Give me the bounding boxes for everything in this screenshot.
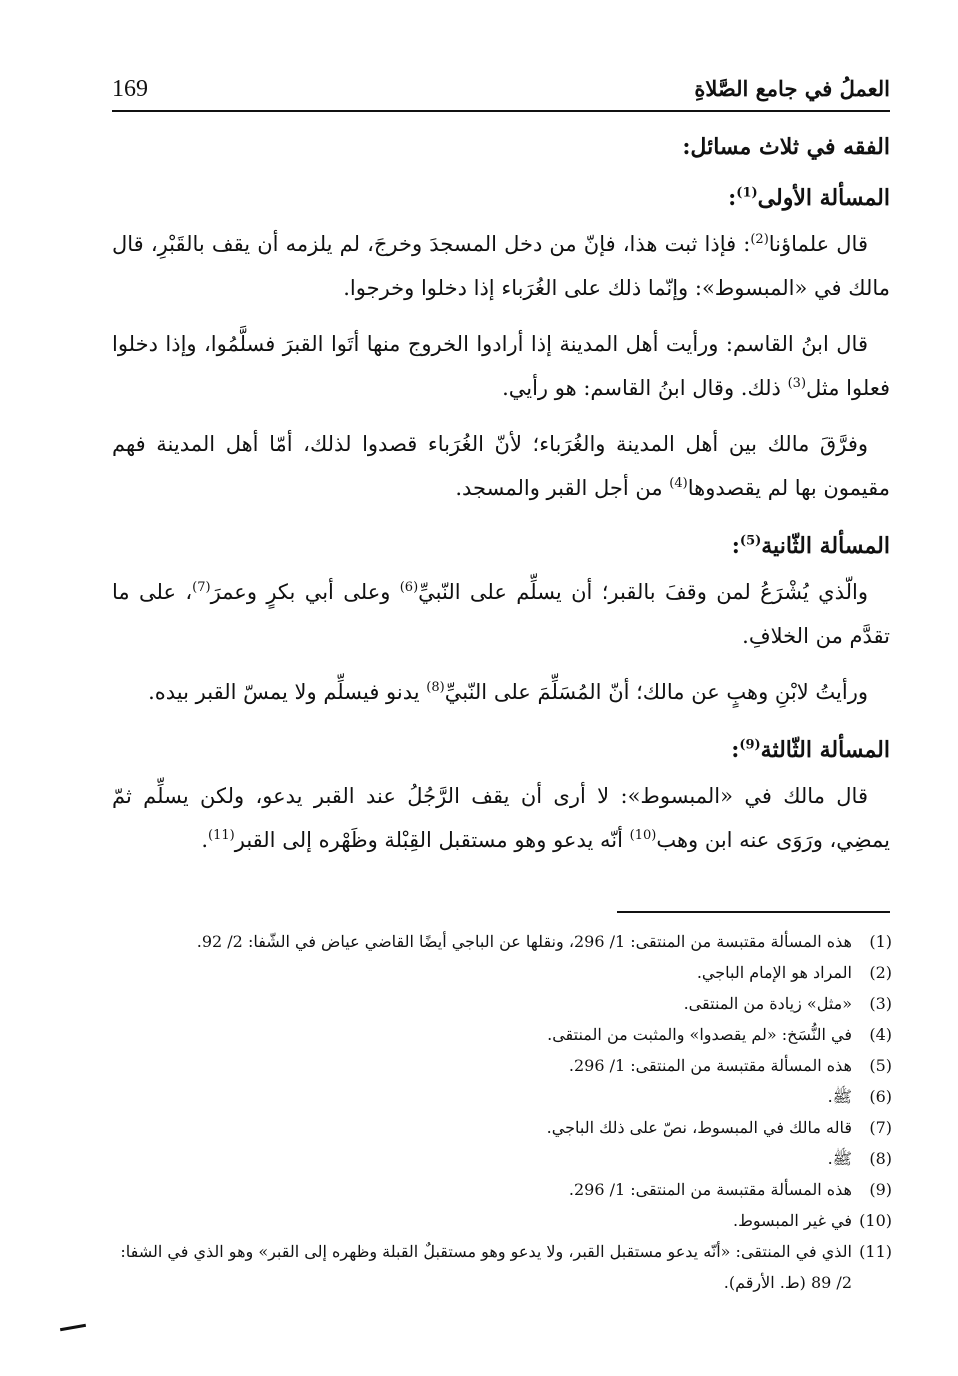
paragraph-text: والّذي يُشْرَعُ لمن وقفَ بالقبر؛ أن يسلِّم على النّبيِّ [418, 580, 868, 604]
paragraph-text: يدنو فيسلِّم ولا يمسّ القبر بيده. [148, 680, 427, 704]
footnote-text: في غير المبسوط. [733, 1211, 852, 1230]
footnote-text: المراد هو الإمام الباجي. [696, 963, 852, 982]
footnote-item [110, 1143, 892, 1174]
footnote-item [110, 957, 892, 988]
footnotes-list [110, 926, 892, 1298]
issue-heading-text: المسألة الثّانية [761, 533, 890, 559]
footnote-item [110, 1081, 892, 1112]
footnote-item [110, 1112, 892, 1143]
body-paragraph [112, 774, 890, 862]
heading-colon: : [728, 185, 737, 211]
footnote-text: «مثل» زيادة من المنتقى. [683, 994, 852, 1013]
footnote-item [110, 1174, 892, 1205]
issue-section [112, 174, 890, 510]
issue-section [112, 522, 890, 714]
footnote-item [110, 1205, 892, 1236]
paragraph-text: من أجل القبر والمسجد. [455, 476, 670, 500]
issue-heading-text: المسألة الأولى [757, 185, 890, 211]
paragraph-text: أنّه يدعو وهو مستقبل القِبْلة وظَهْره إلى القبر [234, 828, 630, 852]
issues-container [112, 174, 890, 862]
footnote-text: الذي في المنتقى: «أنّه يدعو مستقبل القبر، ولا يدعو وهو مستقبلٌ القبلة وظهره إلى القبر» وهو الذي في الشفا: 2/ 89 (ط. الأرقم). [120, 1242, 852, 1292]
footnote-text: ﷺ. [827, 1087, 852, 1106]
footnote-number: (11) [859, 1242, 892, 1261]
paragraph-text: وعلى أبي بكرٍ وعمرَ [210, 580, 400, 604]
paragraph-text: ، على ما تقدَّم من الخلافِ. [112, 580, 890, 648]
footnote-item [110, 1236, 892, 1298]
footnote-text: هذه المسألة مقتبسة من المنتقى: 1/ 296، ونقلها عن الباجي أيضًا القاضي عياض في الشّفا: 2/ 92. [196, 932, 852, 951]
footnote-ref[interactable]: (8) [426, 680, 445, 695]
footnote-number: (5) [869, 1056, 892, 1075]
body-paragraph [112, 222, 890, 310]
page-corner-mark [60, 1324, 86, 1331]
footnote-ref[interactable]: (5) [739, 533, 762, 549]
footnote-number: (4) [869, 1025, 892, 1044]
footnote-ref[interactable]: (2) [750, 232, 769, 247]
paragraph-text: ورأيتُ لابْنِ وهبٍ عن مالك؛ أنّ المُسَلِّمَ على النّبيِّ [444, 680, 868, 704]
footnote-number: (6) [869, 1087, 892, 1106]
footnote-number: (10) [859, 1211, 892, 1230]
body-paragraph [112, 422, 890, 510]
footnote-text: قاله مالك في المبسوط، نصّ على ذلك الباجي. [546, 1118, 852, 1137]
paragraph-text: قال علماؤنا [768, 232, 868, 256]
footnote-ref[interactable]: (9) [739, 737, 761, 753]
issue-heading [112, 174, 890, 222]
footnote-text: هذه المسألة مقتبسة من المنتقى: 1/ 296. [568, 1180, 852, 1199]
issue-heading [112, 726, 890, 774]
footnote-number: (1) [869, 932, 892, 951]
footnote-number: (2) [869, 963, 892, 982]
footnote-item [110, 1019, 892, 1050]
footnote-separator [617, 911, 890, 913]
paragraph-text: ذلك. وقال ابنُ القاسم: هو رأيي. [502, 376, 788, 400]
paragraph-text: : فإذا ثبت هذا، فإنّ من دخل المسجدَ وخرجَ، لم يلزمه أن يقف بالقَبْرِ، قال مالك في «المبسوط»: وإنّما ذلك على الغُرَباء إذا دخلوا وخرجوا. [112, 232, 890, 300]
footnote-text: في النُّسَخ: «لم يقصدوا» والمثبت من المنتقى. [547, 1025, 852, 1044]
paragraph-text: قال ابنُ القاسم: ورأيت أهل المدينة إذا أرادوا الخروج منها أتَوا القبرَ فسلَّمُوا، وإذا دخلوا فعلوا مثل [112, 332, 890, 400]
running-title: العملُ في جامع الصَّلاةِ [694, 76, 890, 101]
issue-section [112, 726, 890, 862]
heading-colon: : [731, 737, 740, 763]
footnote-ref[interactable]: (1) [736, 185, 758, 201]
paragraph-text: وفرَّقَ مالك بين أهل المدينة والغُرَباء؛ لأنّ الغُرَباء قصدوا لذلك، أمّا أهل المدينة فهم مقيمون بها لم يقصدوها [112, 432, 890, 500]
page-header [112, 70, 890, 112]
section-title: الفقه في ثلاث مسائل: [682, 134, 890, 160]
footnote-item [110, 1050, 892, 1081]
paragraph-text: . [201, 828, 209, 852]
footnote-ref[interactable]: (7) [192, 580, 211, 595]
page-number: 169 [112, 76, 148, 102]
footnote-item [110, 926, 892, 957]
footnote-text: ﷺ. [827, 1149, 852, 1168]
issue-heading [112, 522, 890, 570]
footnote-ref[interactable]: (6) [399, 580, 419, 595]
footnote-ref[interactable]: (11) [208, 828, 235, 843]
issue-heading-text: المسألة الثّالثة [760, 737, 890, 763]
body-paragraph [112, 322, 890, 410]
body-paragraph [112, 570, 890, 658]
heading-colon: : [731, 533, 740, 559]
footnote-item [110, 988, 892, 1019]
footnote-ref[interactable]: (4) [669, 476, 688, 491]
footnote-ref[interactable]: (10) [629, 828, 657, 843]
footnote-text: هذه المسألة مقتبسة من المنتقى: 1/ 296. [568, 1056, 852, 1075]
body-paragraph [112, 670, 890, 714]
footnote-number: (7) [869, 1118, 892, 1137]
footnote-ref[interactable]: (3) [787, 376, 807, 391]
footnote-number: (9) [869, 1180, 892, 1199]
footnote-number: (8) [869, 1149, 892, 1168]
paragraph-text: قال مالك في «المبسوط»: لا أرى أن يقف الرَّجُلُ عند القبر يدعو، ولكن يسلِّم ثمّ يمضِي، ورَوَى عنه ابن وهب [112, 784, 890, 852]
main-text [112, 120, 890, 862]
footnote-number: (3) [869, 994, 892, 1013]
